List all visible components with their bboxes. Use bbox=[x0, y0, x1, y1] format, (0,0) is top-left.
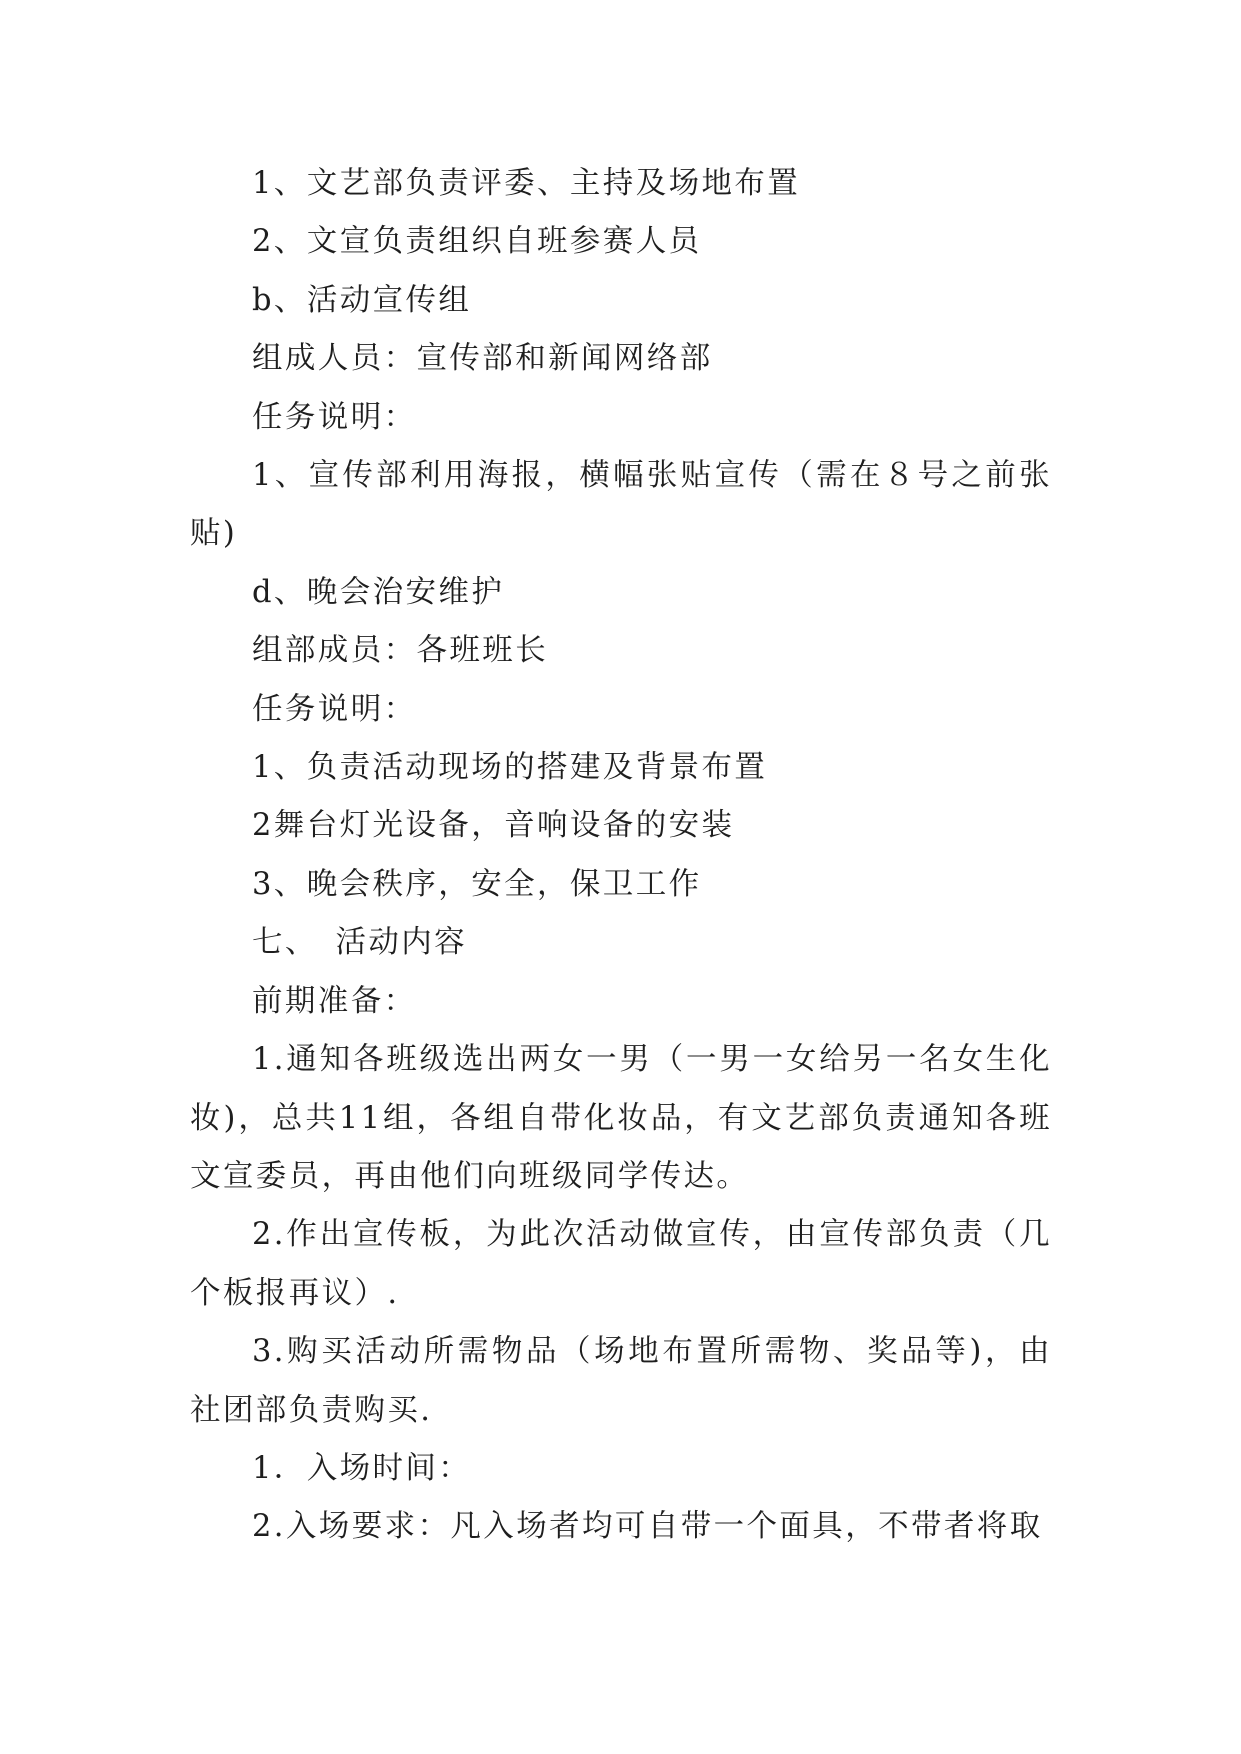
paragraph-class-participants: 2、文宣负责组织自班参赛人员 bbox=[252, 224, 702, 260]
paragraph-entry-time: 1．入场时间： bbox=[252, 1450, 472, 1486]
paragraph-task-description-label-2: 任务说明： bbox=[252, 691, 417, 727]
paragraph-task-description-label: 任务说明： bbox=[252, 399, 417, 435]
section-heading-activity-content: 七、 活动内容 bbox=[252, 925, 468, 961]
paragraph-preparation-label: 前期准备： bbox=[252, 983, 417, 1019]
paragraph-stage-setup-task: 1、负责活动现场的搭建及背景布置 bbox=[252, 750, 768, 786]
paragraph-lighting-audio-task: 2舞台灯光设备，音响设备的安装 bbox=[252, 808, 735, 844]
paragraph-security-members: 组部成员：各班班长 bbox=[252, 633, 549, 669]
paragraph-entry-requirements: 2.入场要求：凡入场者均可自带一个面具，不带者将取 bbox=[252, 1509, 1043, 1545]
paragraph-security-heading: d、晚会治安维护 bbox=[252, 574, 505, 610]
paragraph-judges-host-venue: 1、文艺部负责评委、主持及场地布置 bbox=[252, 166, 801, 201]
paragraph-prep-notify-classes: 1.通知各班级选出两女一男（一男一女给另一名女生化妆)，总共11组，各组自带化妆品，有文艺部负责通知各班文宣委员，再由他们向班级同学传达。 bbox=[190, 1042, 1052, 1194]
paragraph-promotion-members: 组成人员：宣传部和新闻网络部 bbox=[252, 341, 713, 377]
paragraph-prep-publicity-board: 2.作出宣传板，为此次活动做宣传，由宣传部负责（几个板报再议）. bbox=[190, 1217, 1052, 1311]
document-body bbox=[190, 155, 1052, 1557]
paragraph-poster-banner-task: 1、宣传部利用海报，横幅张贴宣传（需在８号之前张贴) bbox=[190, 458, 1052, 552]
paragraph-promotion-group-heading: b、活动宣传组 bbox=[252, 282, 472, 318]
paragraph-prep-purchase-items: 3.购买活动所需物品（场地布置所需物、奖品等)，由社团部负责购买. bbox=[190, 1334, 1052, 1428]
paragraph-order-safety-task: 3、晚会秩序，安全，保卫工作 bbox=[252, 866, 702, 902]
